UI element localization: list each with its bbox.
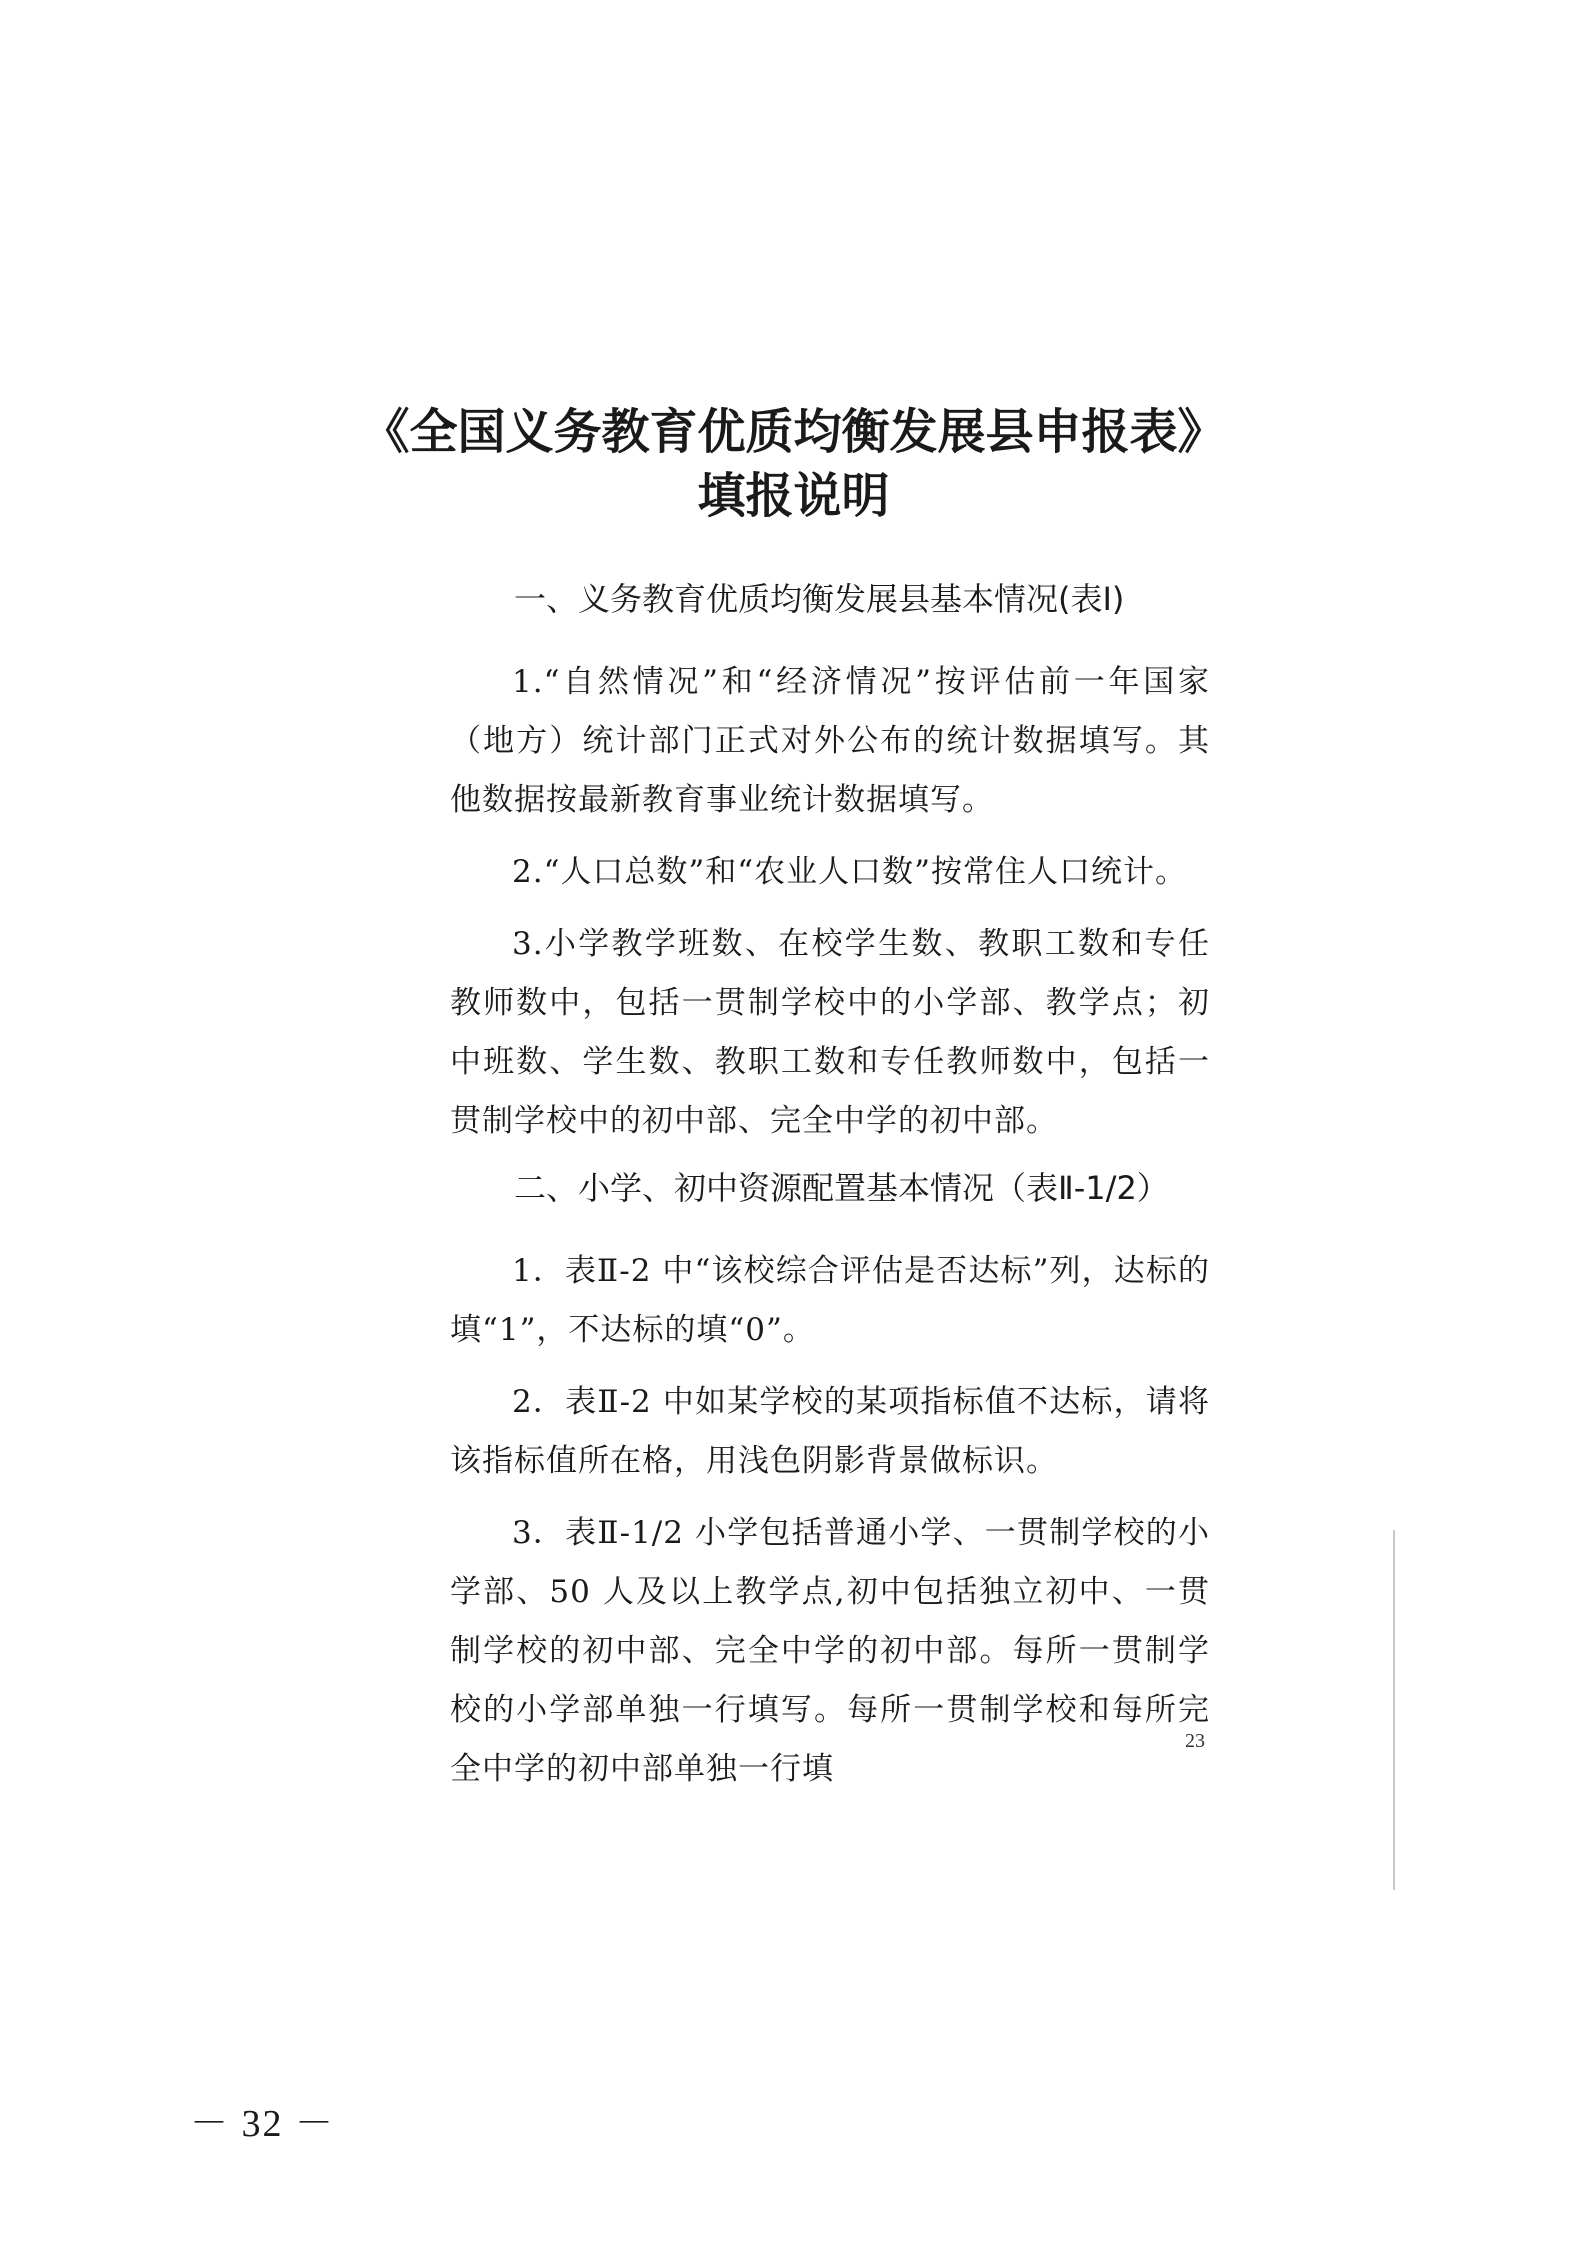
outer-page-number: － 32 － xyxy=(190,2103,336,2145)
document-title xyxy=(0,400,1587,528)
section-1-heading: 一、义务教育优质均衡发展县基本情况(表Ⅰ) xyxy=(514,580,1125,618)
title-line-2: 填报说明 xyxy=(697,468,890,524)
section-1-item-1: 1.“自然情况”和“经济情况”按评估前一年国家（地方）统计部门正式对外公布的统计数据填写。其他数据按最新教育事业统计数据填写。 xyxy=(450,664,1210,818)
document-body xyxy=(450,575,1210,1812)
section-2-item-2: 2．表Ⅱ-2 中如某学校的某项指标值不达标，请将该指标值所在格，用浅色阴影背景做标识。 xyxy=(450,1384,1210,1479)
title-line-1: 《全国义务教育优质均衡发展县申报表》 xyxy=(361,404,1226,460)
section-2-item-3: 3．表Ⅱ-1/2 小学包括普通小学、一贯制学校的小学部、50 人及以上教学点,初中包括独立初中、一贯制学校的初中部、完全中学的初中部。每所一贯制学校的小学部单独一行填写。每所一贯制学校和每所完全中学的初中部单独一行填 xyxy=(450,1515,1210,1787)
scan-page-edge xyxy=(1393,1530,1395,1890)
inner-page-number: 23 xyxy=(1185,1730,1205,1752)
section-1-item-3: 3.小学教学班数、在校学生数、教职工数和专任教师数中，包括一贯制学校中的小学部、教学点；初中班数、学生数、教职工数和专任教师数中，包括一贯制学校中的初中部、完全中学的初中部。 xyxy=(450,926,1210,1139)
section-2-item-1: 1．表Ⅱ-2 中“该校综合评估是否达标”列，达标的填“1”，不达标的填“0”。 xyxy=(450,1253,1210,1348)
section-2-heading: 二、小学、初中资源配置基本情况（表Ⅱ-1/2） xyxy=(514,1169,1169,1207)
section-1-item-2: 2.“人口总数”和“农业人口数”按常住人口统计。 xyxy=(512,854,1187,890)
